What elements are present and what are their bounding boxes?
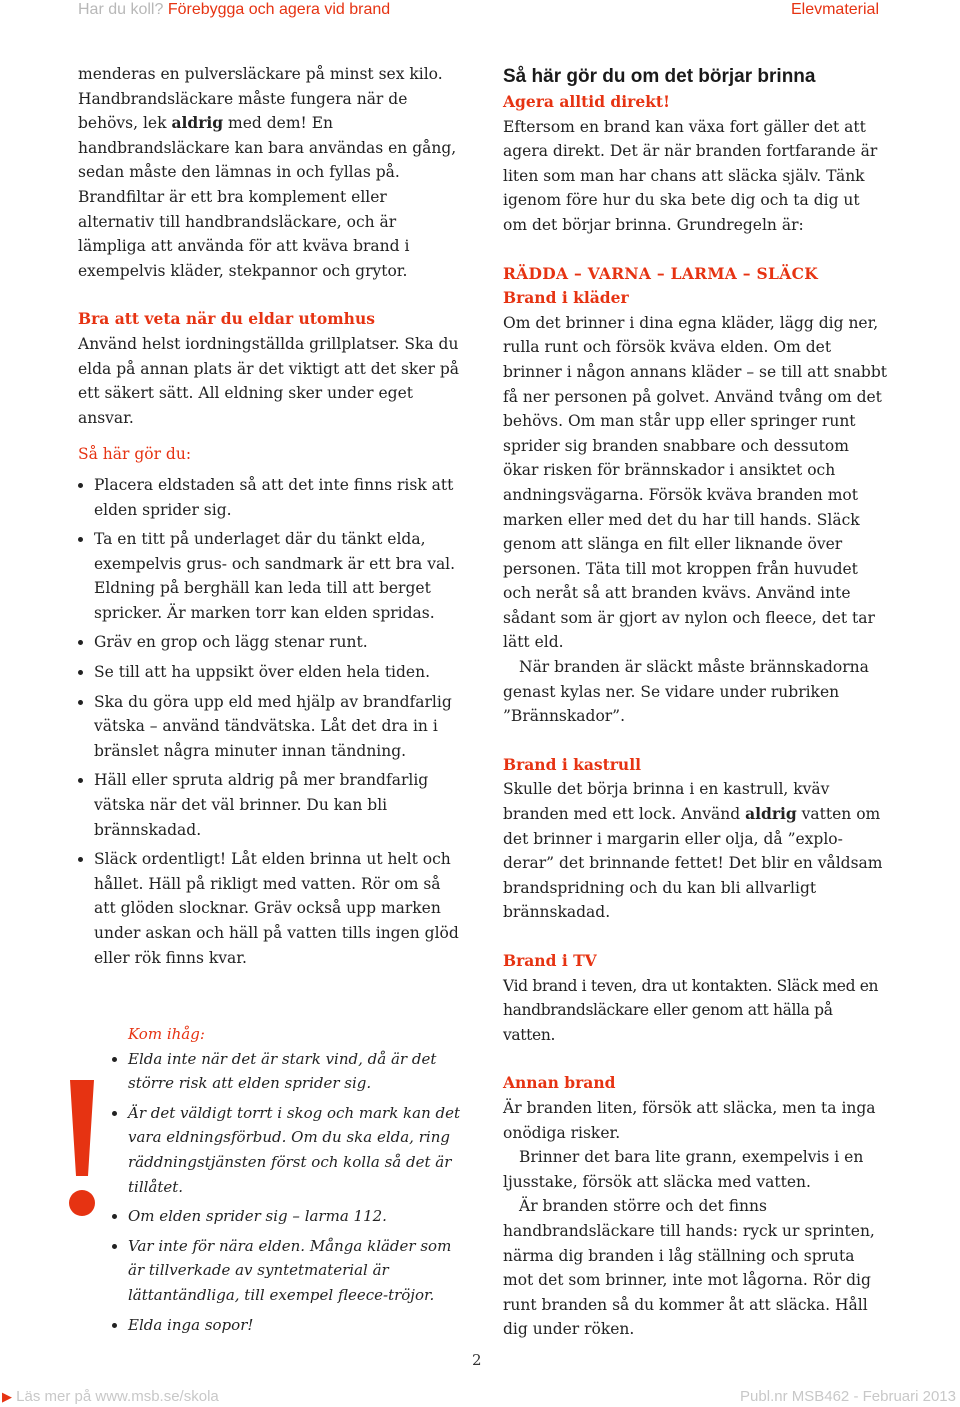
list-item: Är det väldigt torrt i skog och mark kan det vara eldningsförbud. Om du ska elda, ring räddningstjänsten först och kolla så det är tillåtet. [108,1101,468,1199]
tv-heading: Brand i TV [503,951,597,970]
intro-text-1: menderas en pulversläckare på minst sex kilo. Handbrandsläckare måste fungera när de behövs, lek [78,65,443,133]
list-item: Släck ordentligt! Låt elden brinna ut helt och hållet. Häll på rikligt med vatten. Rör om så att glöden slocknar. Gräv också upp marken under askan och häll på vatten tills ingen glöd eller rök finns kvar. [78,847,463,970]
list-item: Var inte för nära elden. Många kläder som är tillverkade av syntetmaterial är lättantändliga, till exempel fleece-tröjor. [108,1234,468,1308]
intro-bold: aldrig [171,113,224,133]
header-title: Förebygga och agera vid brand [167,1,391,18]
arrow-right-icon: ▶ [2,1389,12,1404]
list-item: Ska du göra upp eld med hjälp av brandfarlig vätska – använd tändvätska. Låt det dra in i bränslet några minuter innan tändning. [78,690,463,764]
intro-text-2: med dem! En handbrandsläckare kan bara användas en gång, sedan måste den lämnas in och fyllas på. Brandfiltar är ett bra komplement eller alternativ till handbrandsläckare, och är lämpliga att använda för att kväva brand i exempelvis kläder, stekpannor och grytor. [78,114,457,280]
footer-link-text: Läs mer på www.msb.se/skola [16,1388,219,1405]
list-item: Placera eldstaden så att det inte finns risk att elden sprider sig. [78,473,463,522]
list-item: Gräv en grop och lägg stenar runt. [78,630,463,655]
list-item: Se till att ha uppsikt över elden hela tiden. [78,660,463,685]
outdoor-heading: Bra att veta när du eldar utomhus [78,309,375,329]
pot-heading: Brand i kastrull [503,754,641,774]
list-item: Elda inte när det är stark vind, då är det större risk att elden sprider sig. [108,1047,468,1096]
list-item: Ta en titt på underlaget där du tänkt elda, exempelvis grus- och sandmark är ett bra val. Eldning på berghäll kan leda till att berget spricker. Är marken torr kan elden spridas. [78,527,463,625]
publication-number: Publ.nr MSB462 - Februari 2013 [740,1388,956,1405]
footer-link[interactable] [2,1388,219,1405]
act-heading: Agera alltid direkt! [503,92,670,111]
header-prefix: Har du koll? [78,1,164,18]
pot-bold: aldrig [745,804,797,824]
right-column [503,64,888,1342]
remember-label: Kom ihåg: [128,1025,205,1043]
outdoor-bullet-list [78,473,463,970]
intro-paragraph [78,62,463,283]
tv-text: Vid brand i teven, dra ut kontakten. Släck med en handbrandsläckare eller genom att hälla på vatten. [503,976,879,1044]
page-number: 2 [472,1351,482,1369]
remember-box [108,1022,468,1342]
other-heading: Annan brand [503,1073,616,1093]
other-text-1: Är branden liten, försök att släcka, men ta inga onödiga risker. [503,1098,876,1142]
header-title-group [78,1,390,19]
pot-text [503,777,888,925]
clothes-text: Om det brinner i dina egna kläder, lägg dig ner, rulla runt och försök kväva elden. Om det brinner i någon annans kläder – se till att snabbt få ner personen på golvet. Använd tvång om det behövs. Om man står upp eller springer runt sprider sig branden snabbare och dessutom ökar risken för brännskador i ansiktet och andningsvägarna. Försök kväva branden mot marken eller med det du har till hands. Släck genom att slänga en filt eller liknande över personen. Täta till mot kroppen från huvudet och neråt så att branden kvävs. Använd inte sådant som är gjort av nylon och fleece, det tar lätt eld. [503,313,888,652]
remember-list [108,1047,468,1338]
clothes-text-2: När branden är släckt måste brännskadorna genast kylas ner. Se vidare under rubriken ”Brännskador”. [503,658,869,726]
page-header [0,0,960,22]
header-section-label: Elevmaterial [790,1,879,18]
list-item: Häll eller spruta aldrig på mer brandfarlig vätska när det väl brinner. Du kan bli brännskadad. [78,768,463,842]
section-title: Så här gör du om det börjar brinna [503,66,816,87]
left-column [78,62,463,975]
rule-heading: RÄDDA – VARNA – LARMA – SLÄCK [503,263,818,283]
act-text: Eftersom en brand kan växa fort gäller det att agera direkt. Det är när branden fortfarande är liten som man har chans att släcka själv. Tänk igenom före hur du ska bete dig och ta dig ut om det börjar brinna. Grundregeln är: [503,117,878,234]
list-item: Elda inga sopor! [108,1313,468,1338]
other-text-2: Brinner det bara lite grann, exempelvis i en ljusstake, försök att släcka med vatten. [503,1148,864,1191]
clothes-heading: Brand i kläder [503,288,629,308]
list-item: Om elden sprider sig – larma 112. [108,1204,468,1229]
other-text-3: Är branden större och det finns handbrandsläckare till hands: ryck ur sprinten, närma dig branden i låg ställning och spruta mot det som brinner, inte mot lågorna. Rör dig runt branden så du kommer åt att släcka. Håll dig under röken. [503,1197,875,1339]
howto-label: Så här gör du: [78,445,192,464]
outdoor-text: Använd helst iordningställda grillplatser. Ska du elda på annan plats är det viktigt att det sker på ett säkert sätt. All eldning sker under eget ansvar. [78,334,459,427]
exclamation-icon [62,1080,102,1220]
pot-text-2: vatten om det brinner i margarin eller olja, då ”exploderar” det brinnande fettet! Det blir en våldsam brandspridning och du kan bli allvarligt brännskadad. [503,805,883,922]
page-footer [0,1388,960,1406]
pot-text-1: Skulle det börja brinna i en kastrull, kväv branden med ett lock. Använd [503,780,830,824]
